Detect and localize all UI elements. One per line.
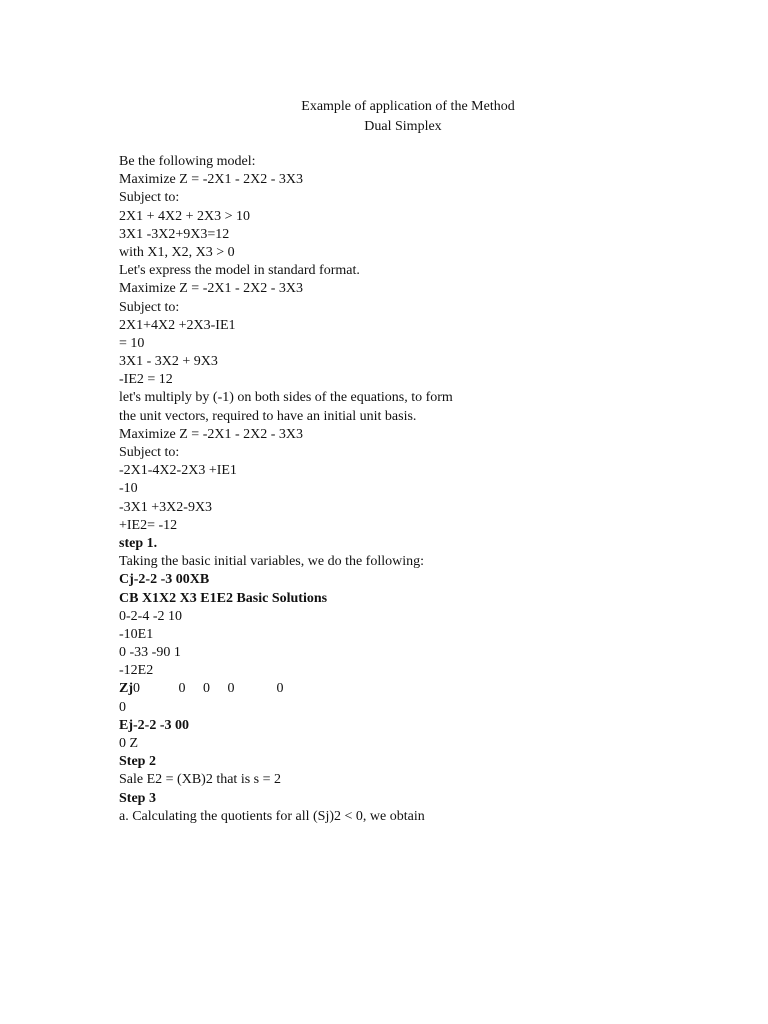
text-line: Subject to:	[119, 299, 180, 315]
text-line: 2X1 + 4X2 + 2X3 > 10	[119, 208, 251, 224]
text-line: 2X1+4X2 +2X3-IE1	[119, 317, 236, 333]
text-line: let's multiply by (-1) on both sides of the equations, to form	[119, 390, 453, 406]
text-line: the unit vectors, required to have an initial unit basis.	[119, 408, 417, 424]
text-line: Subject to:	[119, 445, 180, 460]
text-line: -10	[119, 481, 138, 497]
text-line: Maximize Z = -2X1 - 2X2 - 3X3	[119, 281, 304, 297]
document-subtitle: Dual Simplex	[364, 119, 442, 134]
text-line: Be the following model:	[119, 154, 256, 169]
text-line: Sale E2 = (XB)2 that is s = 2	[119, 772, 281, 788]
text-line: a. Calculating the quotients for all (Sj)2 < 0, we obtain	[119, 808, 425, 824]
text-line: -2X1-4X2-2X3 +IE1	[119, 463, 237, 479]
text-line: Zj0 0 0 0 0	[119, 681, 284, 697]
text-line: +IE2= -12	[119, 517, 178, 533]
text-line: 0 Z	[119, 736, 139, 751]
text-line: = 10	[119, 335, 145, 351]
text-line: 3X1 - 3X2 + 9X3	[119, 354, 218, 370]
text-line: 0-2-4 -2 10	[119, 608, 182, 624]
text-line: Cj-2-2 -3 00XB	[119, 572, 210, 588]
text-line: Maximize Z = -2X1 - 2X2 - 3X3	[119, 172, 304, 188]
text-line: 0 -33 -90 1	[119, 645, 181, 661]
text-line: with X1, X2, X3 > 0	[119, 244, 235, 260]
document-body	[119, 153, 719, 826]
text-line: Step 2	[119, 754, 156, 770]
text-line: Subject to:	[119, 190, 180, 206]
text-line: Maximize Z = -2X1 - 2X2 - 3X3	[119, 426, 304, 442]
text-line: step 1.	[119, 535, 158, 551]
text-line: Taking the basic initial variables, we do the following:	[119, 554, 424, 570]
text-line: -10E1	[119, 626, 154, 642]
text-line: Let's express the model in standard format.	[119, 263, 360, 279]
text-line: -12E2	[119, 663, 154, 679]
text-line: CB X1X2 X3 E1E2 Basic Solutions	[119, 590, 328, 606]
document-title: Example of application of the Method	[301, 99, 515, 114]
text-line: 3X1 -3X2+9X3=12	[119, 226, 230, 242]
text-line: Ej-2-2 -3 00	[119, 717, 189, 733]
text-line: 0	[119, 699, 126, 715]
text-line: Step 3	[119, 790, 156, 806]
text-line: -IE2 = 12	[119, 372, 173, 388]
text-line: -3X1 +3X2-9X3	[119, 499, 213, 515]
